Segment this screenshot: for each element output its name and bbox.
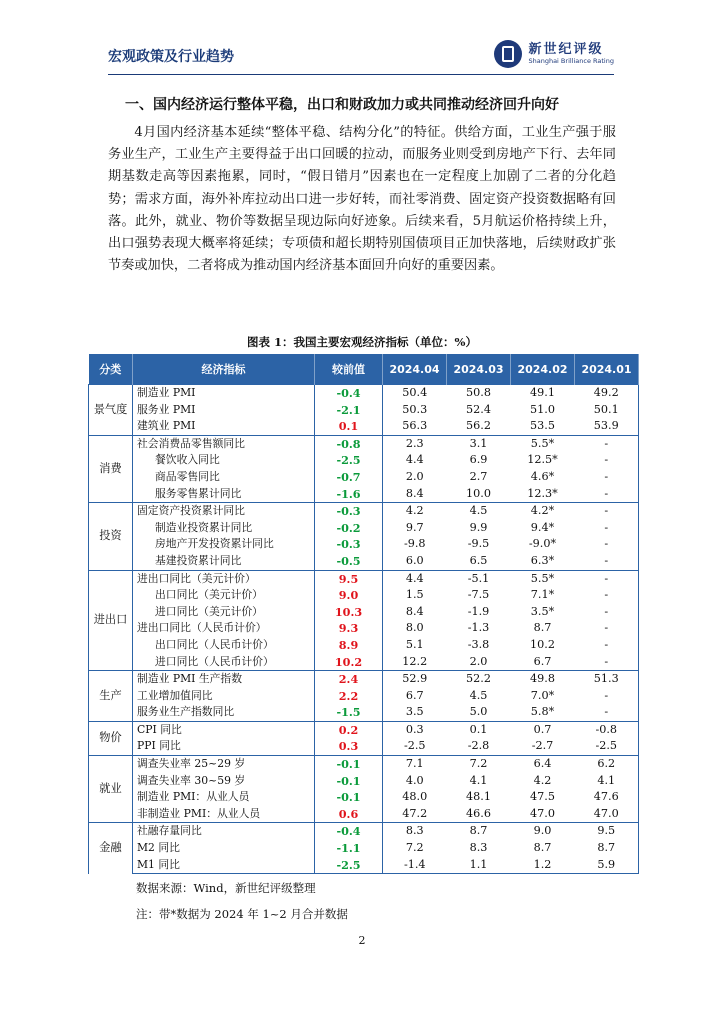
indicator-name: CPI 同比 [133,721,315,738]
value-2024-04: 7.2 [405,841,424,855]
value-2024-04: -9.8 [403,537,426,551]
indicator-name: 服务业 PMI [137,402,196,416]
value-2024-01: 4.1 [575,773,639,790]
value-2024-03: 2.7 [469,469,488,483]
value-2024-04: 5.1 [405,637,424,651]
value-2024-02: 6.4 [511,756,575,773]
change-value: 9.3 [315,620,383,637]
table-row [89,435,639,452]
value-2024-04: 6.0 [405,553,424,567]
table-row [89,402,639,419]
value-2024-02: 6.3* [530,553,555,567]
value-2024-01: 47.6 [575,789,639,806]
indicator-name: 服务业生产指数同比 [137,705,235,719]
page-header [108,38,614,76]
value-2024-01: - [575,435,639,452]
value-2024-01: - [575,452,639,469]
indicator-name: 出口同比（人民币计价） [155,637,274,651]
value-2024-03: 7.2 [447,756,511,773]
value-2024-02: 6.7 [533,654,552,668]
value-2024-02: 49.1 [511,385,575,402]
category-cell: 金融 [89,823,133,874]
value-2024-04: 47.2 [402,806,428,820]
change-value: -2.5 [315,452,383,469]
table-row [89,553,639,570]
value-2024-02: 9.0 [511,823,575,840]
value-2024-02: 0.7 [511,721,575,738]
value-2024-04: 8.0 [405,621,424,635]
value-2024-03: 4.1 [469,773,488,787]
value-2024-04: 52.9 [383,671,447,688]
table-row [89,637,639,654]
indicator-name: 调查失业率 25~29 岁 [133,756,315,773]
change-value: 0.6 [315,806,383,823]
indicator-name: 固定资产投资累计同比 [133,503,315,520]
change-value: -2.5 [315,857,383,874]
change-value: 0.2 [315,721,383,738]
change-value: 10.2 [315,654,383,671]
column-header: 2024.01 [575,354,639,385]
value-2024-04: -2.5 [403,739,426,753]
change-value: -2.1 [315,402,383,419]
value-2024-02: 12.3* [527,486,558,500]
value-2024-03: -1.3 [467,621,490,635]
value-2024-01: -2.5 [575,738,639,755]
table-row [89,418,639,435]
change-value: -0.1 [315,773,383,790]
logo-name-en: Shanghai Brilliance Rating [528,57,614,65]
value-2024-02: 5.8* [530,705,555,719]
change-value: -0.1 [315,756,383,773]
brand-logo [494,40,614,68]
value-2024-04: 8.4 [405,486,424,500]
change-value: 2.2 [315,688,383,705]
value-2024-03: 1.1 [447,857,511,874]
table-row [89,385,639,402]
change-value: 9.5 [315,570,383,587]
value-2024-04: 1.5 [405,588,424,602]
value-2024-04: 4.0 [405,773,424,787]
value-2024-04: -1.4 [383,857,447,874]
value-2024-04: 4.4 [405,453,424,467]
value-2024-01: 8.7 [575,840,639,857]
value-2024-03: 6.5 [469,553,488,567]
table-row [89,773,639,790]
value-2024-04: 4.2 [383,503,447,520]
category-cell: 物价 [89,721,133,755]
indicator-name: 商品零售同比 [155,469,220,483]
value-2024-01: - [575,637,639,654]
value-2024-02: 3.5* [530,604,555,618]
table-row [89,756,639,773]
value-2024-01: - [575,587,639,604]
value-2024-02: 9.4* [530,520,555,534]
value-2024-03: -3.8 [467,637,490,651]
indicator-name: M2 同比 [137,841,180,855]
table-row [89,587,639,604]
category-cell: 就业 [89,756,133,823]
indicator-name: 进出口同比（美元计价） [133,570,315,587]
indicator-name: 工业增加值同比 [137,688,213,702]
table-row [89,671,639,688]
column-header: 分类 [89,354,133,385]
value-2024-03: 0.1 [447,721,511,738]
value-2024-01: - [575,536,639,553]
change-value: -0.3 [315,503,383,520]
header-title: 宏观政策及行业趋势 [108,49,234,65]
value-2024-01: 51.3 [575,671,639,688]
value-2024-02: 8.7 [533,841,552,855]
indicator-name: M1 同比 [133,857,315,874]
column-header: 2024.04 [383,354,447,385]
change-value: -0.5 [315,553,383,570]
value-2024-02: 4.6* [530,469,555,483]
table-row [89,823,639,840]
table-row [89,654,639,671]
change-value: 0.1 [315,418,383,435]
value-2024-01: 5.9 [575,857,639,874]
value-2024-02: 1.2 [511,857,575,874]
indicator-name: 制造业 PMI 生产指数 [133,671,315,688]
value-2024-04: 12.2 [402,654,428,668]
change-value: -0.2 [315,520,383,537]
value-2024-02: 4.2 [533,773,552,787]
value-2024-02: 10.2 [530,637,555,651]
table-row [89,738,639,755]
indicator-name: PPI 同比 [137,739,181,753]
value-2024-03: 4.5 [469,688,488,702]
value-2024-01: - [575,503,639,520]
logo-name-cn: 新世纪评级 [528,42,604,57]
change-value: 9.0 [315,587,383,604]
indicator-name: 社融存量同比 [133,823,315,840]
value-2024-03: 56.2 [466,419,491,433]
category-cell: 景气度 [89,385,133,436]
indicator-name: 进出口同比（人民币计价） [137,621,267,635]
header-divider [108,74,614,75]
value-2024-01: - [575,620,639,637]
value-2024-02: 49.8 [511,671,575,688]
value-2024-02: 47.5 [530,790,555,804]
change-value: -0.1 [315,789,383,806]
indicator-name: 餐饮收入同比 [155,453,220,467]
value-2024-03: 48.1 [466,790,491,804]
indicator-name: 制造业 PMI [133,385,315,402]
value-2024-01: - [575,688,639,705]
category-cell: 生产 [89,671,133,722]
value-2024-03: -9.5 [467,537,490,551]
table-row [89,486,639,503]
table-row [89,789,639,806]
value-2024-01: 50.1 [575,402,639,419]
change-value: 8.9 [315,637,383,654]
table-row [89,503,639,520]
logo-emblem-icon [494,40,522,68]
table-row [89,840,639,857]
value-2024-02: 7.1* [530,588,555,602]
table-row [89,604,639,621]
table-row [89,857,639,874]
value-2024-03: 52.4 [466,402,491,416]
table-row [89,536,639,553]
indicator-name: 调查失业率 30~59 岁 [137,773,246,787]
value-2024-03: 4.5 [447,503,511,520]
value-2024-03: -7.5 [467,588,490,602]
category-cell: 投资 [89,503,133,570]
value-2024-01: 47.0 [575,806,639,823]
column-header: 2024.02 [511,354,575,385]
value-2024-02: 51.0 [530,402,555,416]
value-2024-04: 0.3 [383,721,447,738]
value-2024-03: 3.1 [447,435,511,452]
value-2024-03: 8.7 [447,823,511,840]
value-2024-03: 10.0 [466,486,491,500]
value-2024-02: 5.5* [511,570,575,587]
value-2024-04: 7.1 [383,756,447,773]
table-row [89,704,639,721]
change-value: 10.3 [315,604,383,621]
value-2024-03: 9.9 [469,520,488,534]
indicator-name: 进口同比（美元计价） [155,604,263,618]
change-value: -1.1 [315,840,383,857]
table-row [89,688,639,705]
indicator-name: 非制造业 PMI：从业人员 [137,806,261,820]
table-header-row [89,354,639,385]
value-2024-02: 53.5 [530,419,555,433]
value-2024-02: 12.5* [527,453,558,467]
section-title: 一、国内经济运行整体平稳，出口和财政加力或共同推动经济回升向好 [125,97,559,113]
value-2024-02: 7.0* [530,688,555,702]
value-2024-01: 6.2 [575,756,639,773]
change-value: -1.5 [315,704,383,721]
indicator-name: 服务零售累计同比 [155,486,242,500]
body-paragraph: 4月国内经济基本延续“整体平稳、结构分化”的特征。供给方面，工业生产强于服务业生产，工业生产主要得益于出口回暖的拉动，而服务业则受到房地产下行、去年同期基数走高等因素拖累，同时，“假日错月”因素也在一定程度上加剧了二者的分化趋势；需求方面，海外补库拉动出口进一步好转，而社零消费、固定资产投资数据略有回落。此外，就业、物价等数据呈现边际向好迹象。后续来看，5月航运价格持续上升，出口强势表现大概率将延续；专项债和超长期特别国债项目正加快落地，后续财政扩张节奏或加快，二者将成为推动国内经济基本面回升向好的重要因素。 [108,125,616,274]
value-2024-04: 8.4 [405,604,424,618]
change-value: 2.4 [315,671,383,688]
footnote: 注：带*数据为 2024 年 1~2 月合并数据 [136,907,348,921]
change-value: 0.3 [315,738,383,755]
value-2024-03: 50.8 [447,385,511,402]
value-2024-01: - [575,486,639,503]
value-2024-03: 6.9 [469,453,488,467]
category-cell: 进出口 [89,570,133,671]
value-2024-03: -2.8 [467,739,490,753]
indicator-name: 制造业投资累计同比 [155,520,253,534]
value-2024-03: 8.3 [469,841,488,855]
value-2024-02: -9.0* [528,537,557,551]
table-row [89,806,639,823]
table-row [89,570,639,587]
indicator-name: 基建投资累计同比 [155,553,242,567]
value-2024-01: 49.2 [575,385,639,402]
column-header: 较前值 [315,354,383,385]
value-2024-01: 53.9 [575,418,639,435]
value-2024-04: 4.4 [383,570,447,587]
indicator-name: 房地产开发投资累计同比 [155,537,274,551]
value-2024-04: 50.3 [402,402,428,416]
value-2024-02: 5.5* [511,435,575,452]
value-2024-04: 2.3 [383,435,447,452]
value-2024-04: 3.5 [405,705,424,719]
value-2024-03: -5.1 [447,570,511,587]
change-value: -0.7 [315,469,383,486]
value-2024-01: - [575,553,639,570]
source-note: 数据来源：Wind，新世纪评级整理 [136,881,316,895]
indicator-name: 制造业 PMI：从业人员 [137,790,250,804]
value-2024-04: 48.0 [402,790,428,804]
table-row [89,469,639,486]
table-caption: 图表 1：我国主要宏观经济指标（单位：%） [247,335,477,349]
table-row [89,452,639,469]
change-value: -1.6 [315,486,383,503]
value-2024-01: - [575,469,639,486]
value-2024-02: 4.2* [511,503,575,520]
change-value: -0.3 [315,536,383,553]
category-cell: 消费 [89,435,133,502]
indicator-name: 建筑业 PMI [137,419,196,433]
value-2024-01: - [575,604,639,621]
table-row [89,620,639,637]
change-value: -0.4 [315,823,383,840]
value-2024-04: 8.3 [383,823,447,840]
indicator-name: 进口同比（人民币计价） [155,654,274,668]
column-header: 经济指标 [133,354,315,385]
value-2024-01: -0.8 [575,721,639,738]
value-2024-02: -2.7 [531,739,554,753]
value-2024-03: 5.0 [469,705,488,719]
column-header: 2024.03 [447,354,511,385]
value-2024-01: - [575,704,639,721]
value-2024-03: 52.2 [447,671,511,688]
value-2024-04: 2.0 [405,469,424,483]
value-2024-04: 9.7 [405,520,424,534]
value-2024-04: 6.7 [405,688,424,702]
indicator-name: 出口同比（美元计价） [155,588,263,602]
change-value: -0.8 [315,435,383,452]
value-2024-02: 47.0 [530,806,555,820]
value-2024-03: 2.0 [469,654,488,668]
macro-indicators-table [88,354,639,874]
value-2024-01: - [575,520,639,537]
value-2024-04: 56.3 [402,419,428,433]
value-2024-01: - [575,570,639,587]
value-2024-03: -1.9 [467,604,490,618]
value-2024-04: 50.4 [383,385,447,402]
change-value: -0.4 [315,385,383,402]
page-number: 2 [358,934,366,947]
value-2024-01: - [575,654,639,671]
value-2024-03: 46.6 [466,806,491,820]
indicator-name: 社会消费品零售额同比 [133,435,315,452]
table-row [89,520,639,537]
table-row [89,721,639,738]
value-2024-01: 9.5 [575,823,639,840]
value-2024-02: 8.7 [533,621,552,635]
